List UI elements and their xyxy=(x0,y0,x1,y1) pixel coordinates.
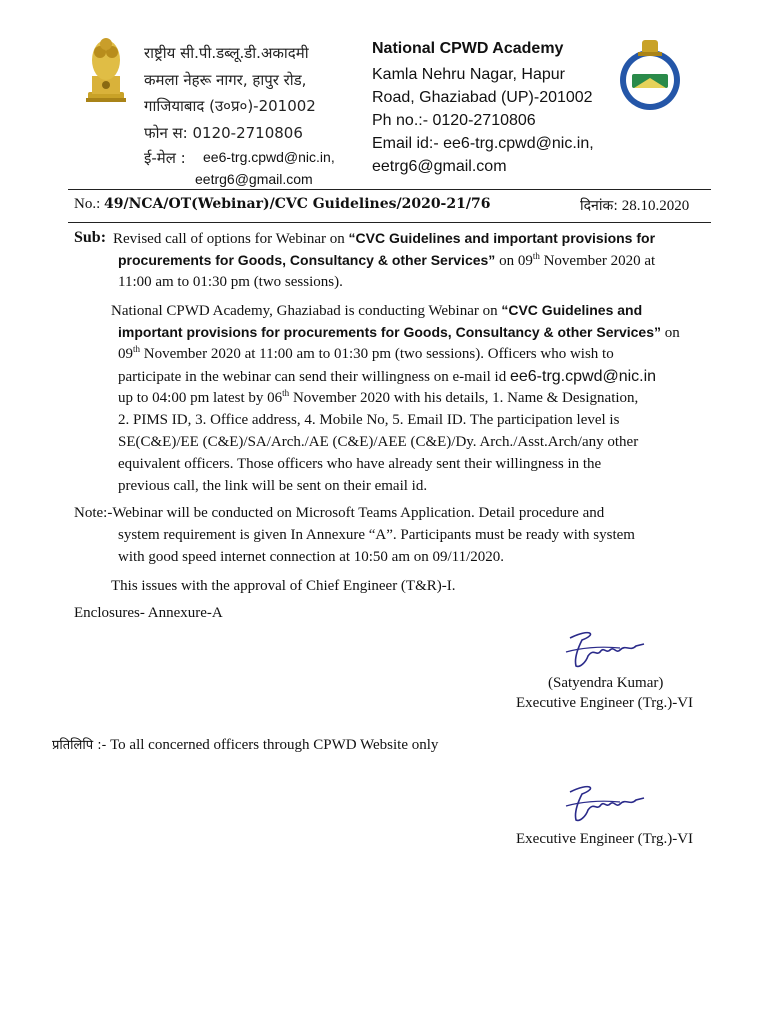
note-line1: Note:-Webinar will be conducted on Microsoft Teams Application. Detail procedure and xyxy=(74,505,605,521)
hindi-email-label: ई-मेल : xyxy=(144,149,186,167)
hindi-org-name: राष्ट्रीय सी.पी.डब्लू.डी.अकादमी xyxy=(144,44,309,62)
subject-line1-b: “CVC Guidelines and important provisions for xyxy=(348,230,656,246)
body-line3-b: November 2020 at 11:00 am to 01:30 pm (two sessions). Officers who wish to xyxy=(140,346,614,362)
national-emblem-logo xyxy=(78,32,134,108)
hindi-address-line2: गाजियाबाद (उ०प्र०)-201002 xyxy=(144,97,316,115)
body-line1-a: National CPWD Academy, Ghaziabad is conducting Webinar on xyxy=(111,303,502,319)
body-line7: SE(C&E)/EE (C&E)/SA/Arch./AE (C&E)/AEE (C&E)/Dy. Arch./Asst.Arch/any other xyxy=(118,434,639,450)
copy-text: To all concerned officers through CPWD Website only xyxy=(106,737,439,753)
body-line2-b: on xyxy=(661,325,680,341)
note-line3: with good speed internet connection at 10:50 am on 09/11/2020. xyxy=(118,549,505,565)
body-line8: equivalent officers. Those officers who have already sent their willingness in the xyxy=(118,456,602,472)
hindi-email-1: ee6-trg.cpwd@nic.in, xyxy=(203,149,335,165)
hindi-address-line1: कमला नेहरू नागर, हापुर रोड, xyxy=(144,70,307,89)
body-line5-b: November 2020 with his details, 1. Name & Designation, xyxy=(289,390,639,406)
signatory-designation-2: Executive Engineer (Trg.)-VI xyxy=(516,831,694,847)
english-email-1: Email id:- ee6-trg.cpwd@nic.in, xyxy=(372,135,594,152)
ref-no-value: 49/NCA/OT(Webinar)/CVC Guidelines/2020-21/76 xyxy=(104,196,491,212)
body-line2-a: important provisions for procurements for Goods, Consultancy & other Services” xyxy=(118,324,661,340)
date-value: 28.10.2020 xyxy=(621,198,690,214)
subject-line1-a: Revised call of options for Webinar on xyxy=(113,231,349,247)
subject-line2-a: procurements for Goods, Consultancy & other Services” xyxy=(118,252,496,268)
ref-no-label: No.: xyxy=(74,196,101,212)
english-org-name: National CPWD Academy xyxy=(372,40,564,57)
subject-line3: 11:00 am to 01:30 pm (two sessions). xyxy=(118,274,343,290)
header-bottom-rule xyxy=(68,222,711,223)
body-line5-a: up to 04:00 pm latest by 06 xyxy=(118,390,283,406)
body-line6: 2. PIMS ID, 3. Office address, 4. Mobile No, 5. Email ID. The participation level is xyxy=(118,412,620,428)
enclosures-line: Enclosures- Annexure-A xyxy=(74,605,223,621)
english-phone: Ph no.:- 0120-2710806 xyxy=(372,112,536,129)
signatory-designation: Executive Engineer (Trg.)-VI xyxy=(516,695,694,711)
signature-scribble xyxy=(560,626,650,672)
date-label: दिनांक: xyxy=(580,198,618,214)
note-line2: system requirement is given In Annexure “A”. Participants must be ready with system xyxy=(118,527,635,543)
body-line9: previous call, the link will be sent on their email id. xyxy=(118,478,428,494)
copy-label: प्रतिलिपि :- xyxy=(52,738,107,753)
english-email-2: eetrg6@gmail.com xyxy=(372,158,507,175)
english-address-line2: Road, Ghaziabad (UP)-201002 xyxy=(372,89,593,106)
body-line3-a: 09 xyxy=(118,346,133,362)
signature-scribble-2 xyxy=(560,780,650,826)
cpwd-academy-logo xyxy=(614,34,686,114)
body-line5-sup: th xyxy=(282,388,290,398)
body-email-link[interactable]: ee6-trg.cpwd@nic.in xyxy=(509,368,657,385)
body-line3-sup: th xyxy=(133,344,141,354)
body-line4-a: participate in the webinar can send their willingness on e-mail id xyxy=(118,369,510,385)
hindi-phone: फोन स: 0120-2710806 xyxy=(144,123,303,142)
subject-line2-c: November 2020 at xyxy=(539,253,656,269)
subject-line2-b: on 09 xyxy=(495,253,533,269)
subject-sup: th xyxy=(532,251,540,261)
header-top-rule xyxy=(68,189,711,190)
signatory-name: (Satyendra Kumar) xyxy=(548,675,664,691)
body-line1-b: “CVC Guidelines and xyxy=(501,302,643,318)
approval-line: This issues with the approval of Chief Engineer (T&R)-I. xyxy=(111,578,456,594)
subject-label: Sub: xyxy=(74,229,107,246)
hindi-email-2: eetrg6@gmail.com xyxy=(195,171,313,187)
english-address-line1: Kamla Nehru Nagar, Hapur xyxy=(372,66,565,83)
